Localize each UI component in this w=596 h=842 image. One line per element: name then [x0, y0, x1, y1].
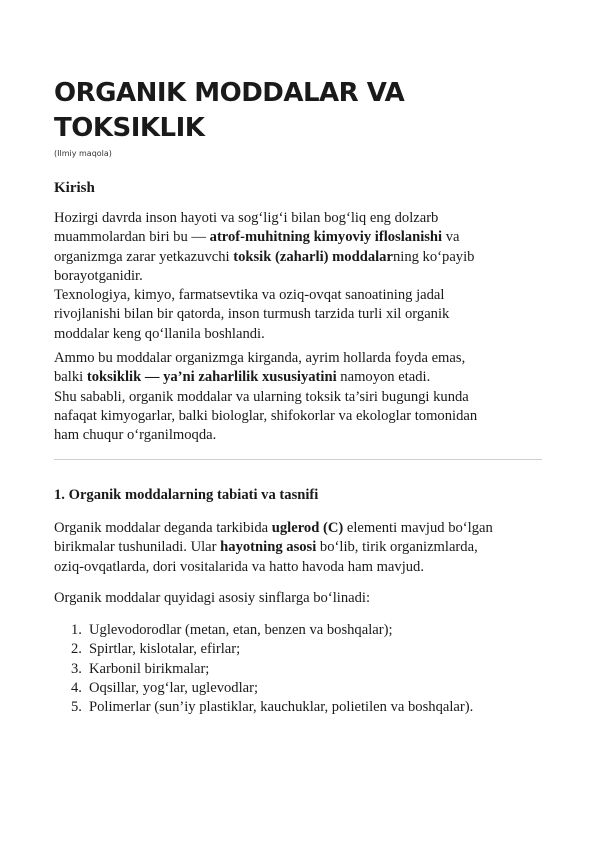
list-item	[71, 679, 473, 698]
text-line: moddalar keng qo‘llanila boshlandi.	[54, 325, 265, 342]
list-number: 3.	[71, 660, 82, 677]
emphasis-text: toksiklik — ya’ni zaharlilik xususiyatini	[86, 369, 337, 386]
list-item-text: Spirtlar, kislotalar, efirlar;	[89, 641, 241, 658]
text-line	[54, 228, 542, 247]
emphasis-text: atrof-muhitning kimyoviy ifloslanishi	[209, 229, 443, 246]
text-line: borayotganidir.	[54, 267, 143, 284]
intro-paragraph-2	[54, 349, 542, 445]
text-line	[54, 368, 542, 387]
intro-heading: Kirish	[54, 180, 95, 196]
text-run: organizmga zarar yetkazuvchi	[54, 248, 234, 265]
intro-paragraph-1	[54, 209, 542, 344]
text-line	[54, 519, 542, 538]
list-item	[71, 698, 473, 717]
text-run: birikmalar tushuniladi. Ular	[54, 539, 221, 556]
emphasis-text: uglerod (C)	[271, 520, 344, 536]
text-run: namoyon etadi.	[336, 369, 431, 386]
section-1-paragraph-2: Organik moddalar quyidagi asosiy sinflarga bo‘linadi:	[54, 590, 371, 606]
text-run: balki	[54, 369, 87, 386]
list-number: 4.	[71, 679, 82, 696]
text-run: Organik moddalar deganda tarkibida	[54, 520, 272, 536]
emphasis-text: toksik (zaharli) moddalar	[233, 248, 393, 265]
text-run: muammolardan biri bu —	[54, 229, 210, 246]
list-item-text: Oqsillar, yog‘lar, uglevodlar;	[89, 679, 259, 696]
text-line: Shu sababli, organik moddalar va ularning toksik ta’siri bugungi kunda	[54, 388, 469, 405]
title-line-2: TOKSIKLIK	[54, 113, 205, 143]
text-line: Ammo bu moddalar organizmga kirganda, ayrim hollarda foyda emas,	[54, 350, 466, 366]
section-1-paragraph-1	[54, 519, 542, 577]
list-item-text: Karbonil birikmalar;	[89, 660, 210, 677]
text-line: oziq-ovqatlarda, dori vositalarida va hatto havoda ham mavjud.	[54, 558, 424, 575]
text-run: bo‘lib, tirik organizmlarda,	[316, 539, 478, 556]
text-line: ham chuqur o‘rganilmoqda.	[54, 427, 217, 444]
text-run: elementi mavjud bo‘lgan	[343, 520, 493, 536]
list-item-text: Polimerlar (sun’iy plastiklar, kauchuklar, polietilen va boshqalar).	[89, 699, 474, 716]
list-item	[71, 660, 473, 679]
section-divider	[54, 459, 542, 460]
document-title	[54, 76, 542, 146]
text-run: ning ko‘payib	[392, 248, 475, 265]
list-number: 5.	[71, 699, 82, 716]
list-number: 1.	[71, 622, 82, 638]
text-line: Hozirgi davrda inson hayoti va sog‘lig‘i bilan bog‘liq eng dolzarb	[54, 210, 439, 226]
text-line: rivojlanishi bilan bir qatorda, inson turmush tarzida turli xil organik	[54, 306, 450, 323]
text-line	[54, 248, 542, 267]
title-line-1: ORGANIK MODDALAR VA	[54, 78, 405, 108]
emphasis-text: hayotning asosi	[220, 539, 317, 556]
list-item-text: Uglevodorodlar (metan, etan, benzen va boshqalar);	[89, 622, 393, 638]
list-item	[71, 621, 473, 640]
text-line: Texnologiya, kimyo, farmatsevtika va oziq-ovqat sanoatining jadal	[54, 287, 445, 304]
document-subtitle: (Ilmiy maqola)	[54, 149, 112, 158]
text-run: va	[442, 229, 460, 246]
list-number: 2.	[71, 641, 82, 658]
list-item	[71, 640, 473, 659]
organic-classes-list	[71, 621, 473, 717]
text-line: nafaqat kimyogarlar, balki biologlar, shifokorlar va ekologlar tomonidan	[54, 407, 478, 424]
text-line	[54, 538, 542, 557]
section-1-heading: 1. Organik moddalarning tabiati va tasnifi	[54, 487, 319, 503]
